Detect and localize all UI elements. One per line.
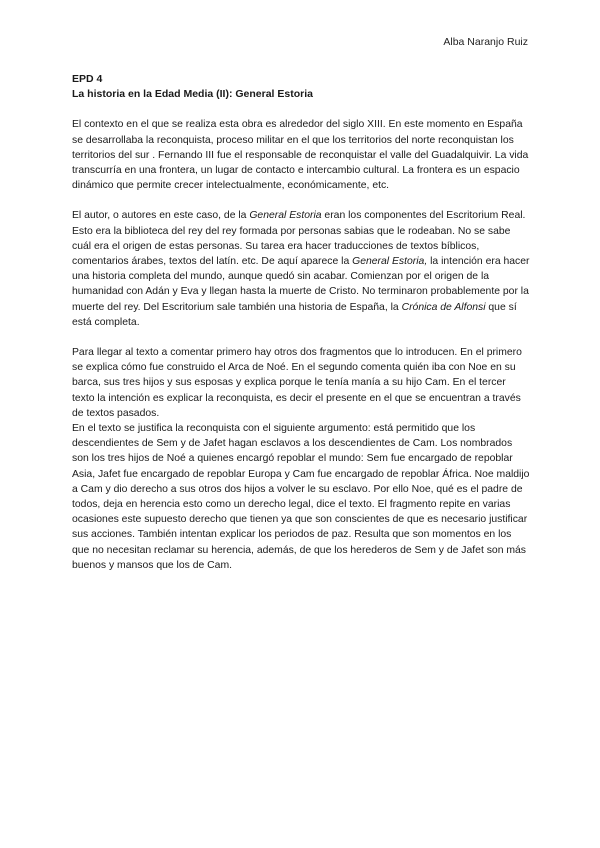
text-span: eran los componentes del Escritorium Real. Esto era la biblioteca del rey del rey formada por personas sabias que le rodeaban. No se sabe cuál era el origen de estas personas. Su tarea era hacer traducciones de textos bíblicos, comentarios árabes, textos del latín. etc. De aquí aparece la: [72, 210, 526, 268]
spacer: [72, 102, 530, 117]
italic-title: General Estoria: [249, 210, 322, 222]
spacer: [72, 330, 530, 345]
spacer: [72, 193, 530, 208]
document-body: [72, 72, 530, 573]
paragraph-context: El contexto en el que se realiza esta obra es alrededor del siglo XIII. En este momento en España se desarrollaba la reconquista, proceso militar en el que los territorios del norte reconquistan los territorios del sur . Fernando III fue el responsable de reconquistar el valle del Guadalquivir. La vida transcurría en una frontera, un lugar de contacto e intercambio cultural. La frontera es un espacio dinámico que permite crecer intelectualmente, económicamente, etc.: [72, 119, 529, 192]
paragraph-argument: En el texto se justifica la reconquista con el siguiente argumento: está permitido que los descendientes de Sem y de Jafet hagan esclavos a los descendientes de Cam. Los nombrados son los tres hijos de Noé a quienes encargó repoblar el mundo: Sem fue encargado de repoblar Asia, Jafet fue encargado de repoblar Europa y Cam fue encargado de repoblar África. Noe maldijo a Cam y dio derecho a sus otros dos hijos a volver le su esclavo. Por ello Noe, qué es el padre de todos, deja en herencia esto como un derecho legal, dice el texto. El fragmento repite en varias ocasiones este supuesto derecho que tienen ya que son conscientes de que es necesario justificar sus acciones. También intentan explicar los periodos de paz. Resulta que son momentos en los que no necesitan reclamar su herencia, además, de que los herederos de Sem y de Jafet son más buenos y mansos que los de Cam.: [72, 423, 530, 571]
author-name: Alba Naranjo Ruiz: [443, 36, 528, 48]
paragraph-author: [72, 208, 530, 330]
text-span: que sí está completa.: [72, 301, 517, 328]
document-title: La historia en la Edad Media (II): General Estoria: [72, 88, 313, 101]
paragraph-fragments: Para llegar al texto a comentar primero hay otros dos fragmentos que lo introducen. En el primero se explica cómo fue construido el Arca de Noé. En el segundo comenta quién iba con Noe en su barca, sus tres hijos y sus esposas y explica porque le tenía manía a su hijo Cam. En el tercer texto la intención es explicar la reconquista, es decir el presente en el que se encuentran a través de textos pasados.: [72, 347, 522, 419]
assignment-label: EPD 4: [72, 73, 103, 85]
text-span: la intención era hacer una historia completa del mundo, aunque quedó sin acabar. Comienzan por el origen de la humanidad con Adán y Eva y llegan hasta la muerte de Cristo. No terminaron probablemente por la muerte del rey. Del Escritorium sale también una historia de España, la: [72, 256, 530, 313]
italic-title: General Estoria,: [352, 256, 428, 268]
text-span: El autor, o autores en este caso, de la: [72, 210, 250, 222]
italic-title: Crónica de Alfonsi: [401, 301, 486, 313]
